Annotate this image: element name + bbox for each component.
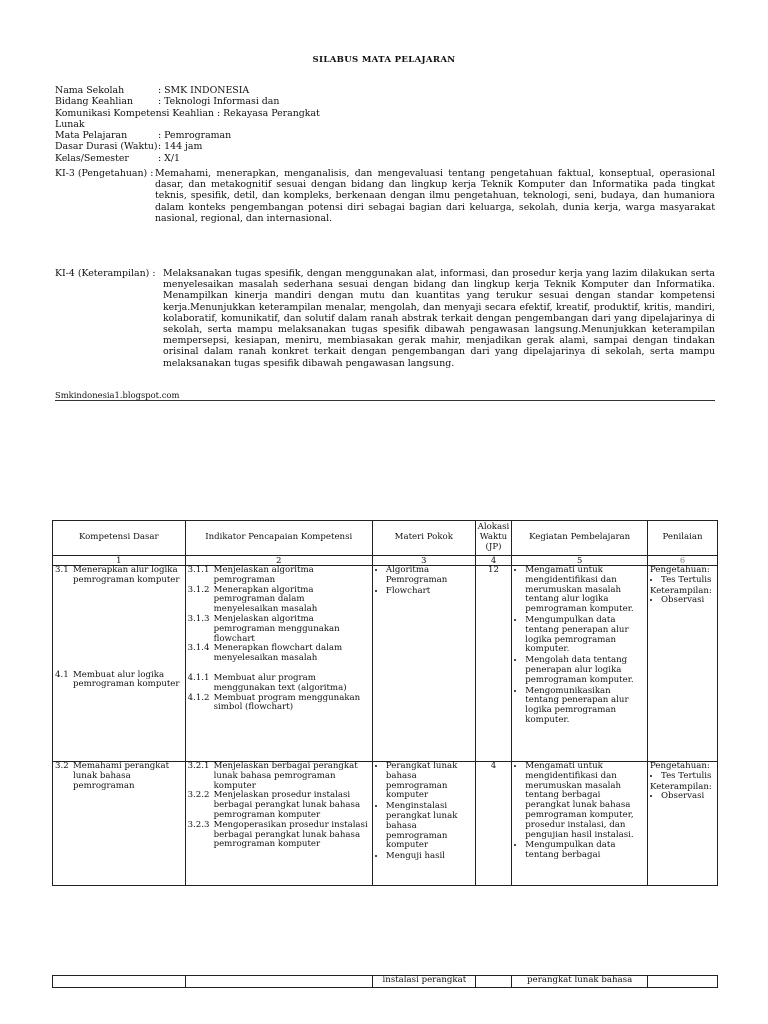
info-row: [55, 119, 375, 130]
indicator-item: 3.1.4 Menerapkan flowchart dalam menyelesaikan masalah: [187, 643, 343, 664]
indicator-cell: [185, 762, 372, 886]
ki3-label: KI-3 (Pengetahuan) :: [55, 168, 154, 179]
kd-cell: [53, 762, 186, 886]
indicator-item: 3.2.3 Mengoperasikan prosedur instalasi berbagai perangkat lunak bahasa pemrograman komputer: [187, 819, 368, 850]
kegiatan-item: • Mengamati untuk mengidentifikasi dan merumuskan masalah tentang alur logika pemrograman komputer.: [525, 566, 645, 615]
kegiatan-item: • Mengumpulkan data tentang penerapan alur logika pemrograman komputer.: [525, 616, 645, 655]
kd-cell: [53, 566, 186, 762]
indicator-item: 3.2.2 Menjelaskan prosedur instalasi berbagai perangkat lunak bahasa pemrograman komputer: [187, 790, 361, 820]
info-label: Nama Sekolah: [55, 85, 125, 96]
column-number: 5: [512, 556, 648, 566]
kd-item: 3.1 Menerapkan alur logika pemrograman komputer: [55, 565, 180, 585]
penilaian-item: • Observasi: [661, 596, 715, 606]
kegiatan-item: • Mengomunikasikan tentang penerapan alur logika pemrograman komputer.: [525, 687, 645, 726]
table-header-row: [53, 521, 718, 556]
jp-cell: 4: [475, 762, 512, 886]
info-value: : Teknologi Informasi dan: [158, 96, 280, 108]
materi-item: • Perangkat lunak bahasa pemrograman komputer: [386, 762, 473, 801]
penilaian-item: • Observasi: [661, 792, 715, 802]
syllabus-table-continuation: [52, 975, 718, 988]
penilaian-cell: [648, 566, 718, 762]
info-value: : X/1: [158, 152, 180, 164]
footer-website: Smkindonesia1.blogspot.com: [55, 390, 715, 401]
info-row: [55, 153, 375, 164]
info-value: : Rekayasa Perangkat: [216, 107, 320, 119]
penilaian-keterampilan-label: Keterampilan:: [650, 585, 712, 596]
column-number: 2: [185, 556, 372, 566]
document-title: SILABUS MATA PELAJARAN: [312, 55, 456, 65]
header-indikator: Indikator Pencapaian Kompetensi: [185, 521, 372, 556]
header-kegiatan: Kegiatan Pembelajaran: [512, 521, 648, 556]
indicator-cell: [185, 566, 372, 762]
materi-continuation: instalasi perangkat: [373, 976, 476, 988]
header-kompetensi-dasar: Kompetensi Dasar: [53, 521, 186, 556]
penilaian-item: • Tes Tertulis: [661, 772, 715, 782]
ki3-text: Memahami, menerapkan, menganalisis, dan mengevaluasi tentang pengetahuan faktual, konseptual, operasional dasar, dan metakognitif sesuai dengan bidang dan lingkup kerja Teknik Komputer dan Informatika pada tingkat teknis, spesifik, detil, dan kompleks, berkenaan dengan ilmu pengetahuan, teknologi, seni, budaya, dan humaniora dalam konteks pengembangan potensi diri sebagai bagian dari keluarga, sekolah, dunia kerja, warga masyarakat nasional, regional, dan internasional.: [155, 168, 715, 224]
column-number: 1: [53, 556, 186, 566]
table-row: [53, 566, 718, 762]
penilaian-pengetahuan-label: Pengetahuan:: [650, 761, 710, 771]
materi-cell: [372, 566, 475, 762]
info-row: [55, 96, 375, 107]
indicator-item: 3.1.2 Menerapkan algoritma pemrograman dalam menyelesaikan masalah: [187, 584, 318, 615]
jp-cell: 12: [475, 566, 512, 762]
materi-item: • Menginstalasi perangkat lunak bahasa pemrograman komputer: [386, 802, 473, 851]
header-alokasi-waktu: Alokasi Waktu (JP): [475, 521, 512, 556]
materi-item: • Algoritma Pemrograman: [386, 566, 473, 586]
indicator-item: 3.1.3 Menjelaskan algoritma pemrograman menggunakan flowchart: [187, 613, 340, 644]
indicator-item: 3.2.1 Menjelaskan berbagai perangkat lunak bahasa pemrograman komputer: [187, 761, 358, 791]
kegiatan-cell: [512, 566, 648, 762]
kegiatan-item: • Mengumpulkan data tentang berbagai: [525, 841, 645, 861]
kegiatan-item: • Mengolah data tentang penerapan alur logika pemrograman komputer.: [525, 656, 645, 685]
info-label: Dasar Durasi (Waktu): [55, 141, 158, 153]
info-row: [55, 141, 375, 152]
penilaian-cell: [648, 762, 718, 886]
info-label: Mata Pelajaran: [55, 130, 128, 142]
kegiatan-item: • Mengamati untuk mengidentifikasi dan merumuskan masalah tentang berbagai perangkat lunak bahasa pemrograman komputer, prosedur instalasi, dan pengujian hasil instalasi.: [525, 762, 645, 840]
header-penilaian: Penilaian: [648, 521, 718, 556]
kegiatan-cell: [512, 762, 648, 886]
info-value: : Pemrograman: [158, 130, 232, 142]
indicator-item: 3.1.1 Menjelaskan algoritma pemrograman: [187, 565, 314, 585]
column-number: 3: [372, 556, 475, 566]
info-label: Kelas/Semester: [55, 152, 129, 164]
materi-cell: [372, 762, 475, 886]
kegiatan-continuation: perangkat lunak bahasa: [512, 976, 648, 988]
ki4-section: [55, 268, 715, 369]
kd-item: 4.1 Membuat alur logika pemrograman komputer: [55, 669, 180, 690]
ki4-label: KI-4 (Keterampilan) :: [55, 268, 156, 279]
syllabus-table: [52, 520, 718, 886]
school-info: [55, 85, 375, 164]
column-number: 4: [475, 556, 512, 566]
penilaian-pengetahuan-label: Pengetahuan:: [650, 565, 710, 575]
penilaian-keterampilan-label: Keterampilan:: [650, 781, 712, 792]
info-label: Komunikasi Kompetensi Keahlian: [55, 107, 214, 119]
indicator-item: 4.1.2 Membuat program menggunakan simbol (flowchart): [187, 692, 361, 713]
table-row: [53, 976, 718, 988]
kd-item: 3.2 Memahami perangkat lunak bahasa pemrograman: [55, 761, 170, 791]
info-row: [55, 130, 375, 141]
info-row: [55, 85, 375, 96]
column-number: 6: [648, 556, 718, 566]
ki3-section: [55, 168, 715, 224]
indicator-item: 4.1.1 Membuat alur program menggunakan text (algoritma): [187, 672, 347, 693]
materi-item: • Menguji hasil: [386, 852, 473, 862]
info-value: : SMK INDONESIA: [158, 85, 250, 96]
header-materi-pokok: Materi Pokok: [372, 521, 475, 556]
materi-item: • Flowchart: [386, 587, 473, 597]
ki4-text: Melaksanakan tugas spesifik, dengan menggunakan alat, informasi, dan prosedur kerja yang lazim dilakukan serta menyelesaikan masalah sederhana sesuai dengan bidang dan lingkup kerja Teknik Komputer dan Informatika. Menampilkan kinerja mandiri dengan mutu dan kuantitas yang terukur sesuai dengan standar kompetensi kerja.Menunjukkan keterampilan menalar, mengolah, dan menyaji secara efektif, kreatif, produktif, kritis, mandiri, kolaboratif, komunikatif, dan solutif dalam ranah abstrak terkait dengan pengembangan dari yang dipelajarinya di sekolah, serta mampu melaksanakan tugas spesifik dibawah pengawasan langsung.Menunjukkan keterampilan mempersepsi, kesiapan, meniru, membiasakan gerak mahir, menjadikan gerak alami, sampai dengan tindakan orisinal dalam ranah konkret terkait dengan pengembangan dari yang dipelajarinya di sekolah, serta mampu melaksanakan tugas spesifik dibawah pengawasan langsung.: [163, 268, 715, 369]
info-row: [55, 108, 375, 119]
info-value: : 144 jam: [158, 141, 203, 153]
penilaian-item: • Tes Tertulis: [661, 576, 715, 586]
table-number-row: [53, 556, 718, 566]
table-row: [53, 762, 718, 886]
info-label: Lunak: [55, 118, 85, 130]
info-label: Bidang Keahlian: [55, 96, 134, 108]
